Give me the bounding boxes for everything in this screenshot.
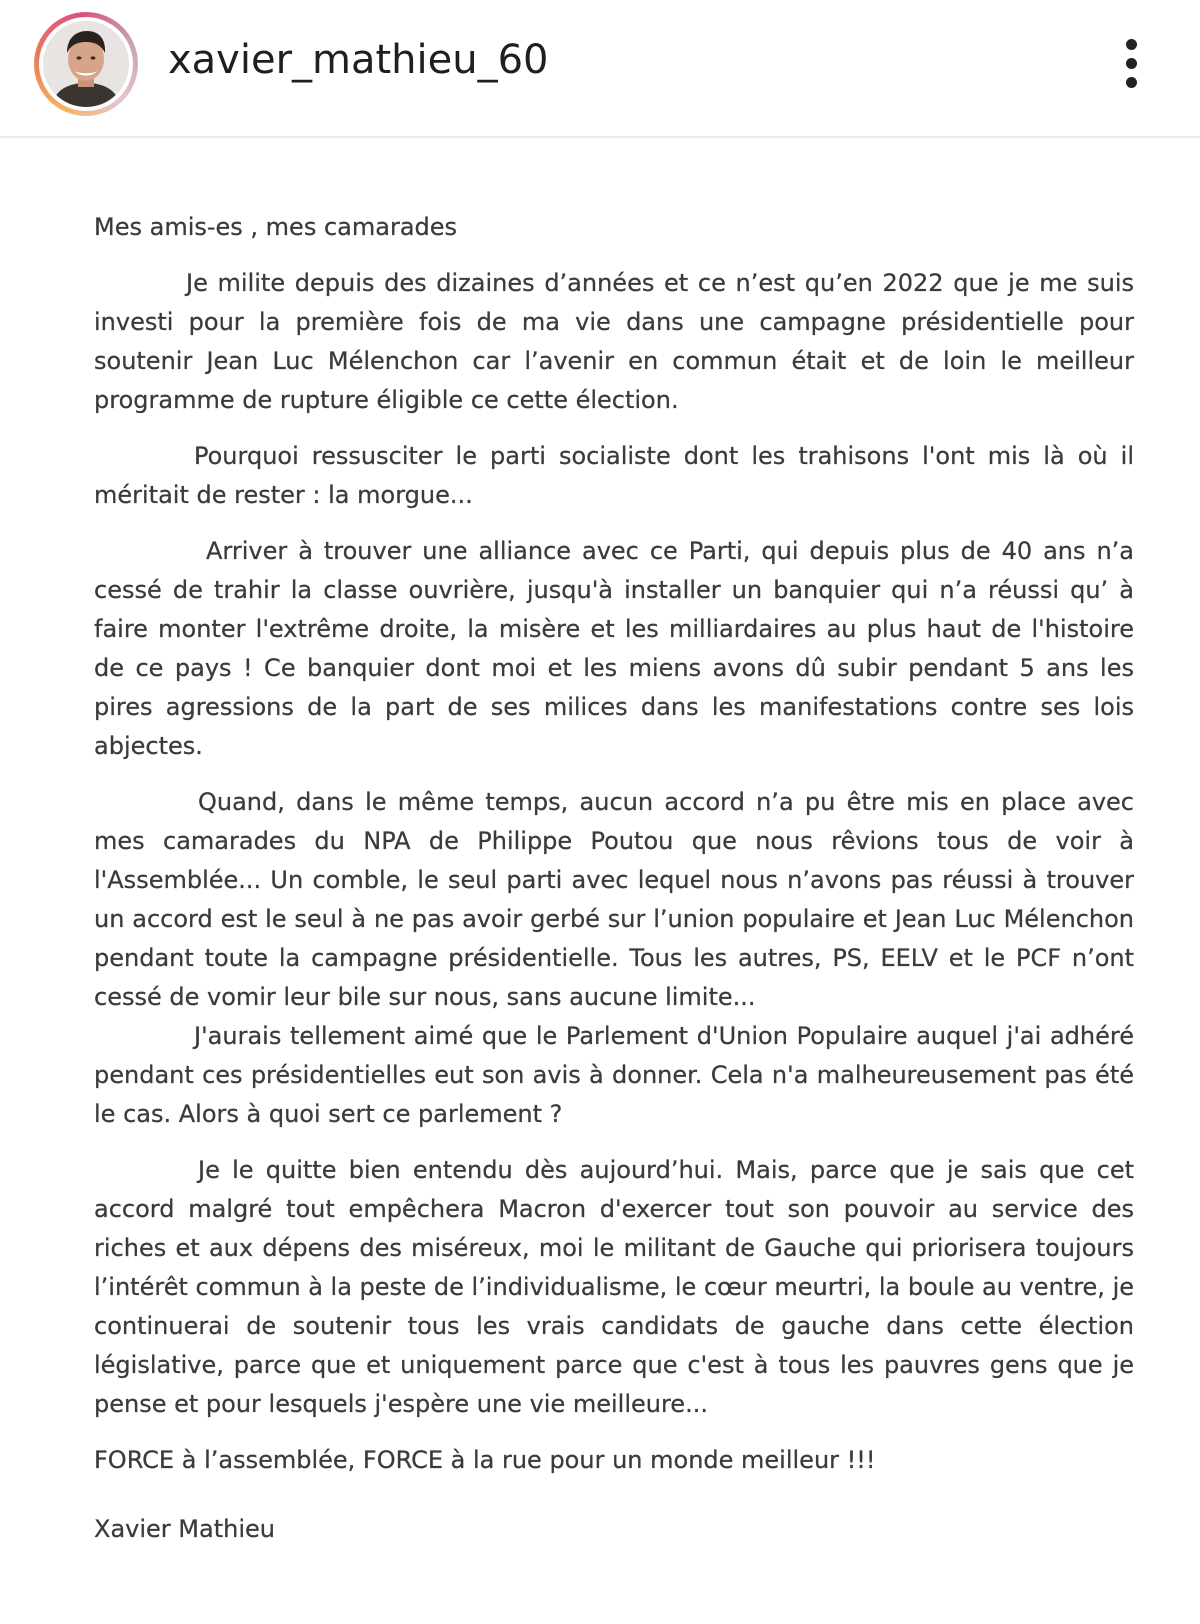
greeting: Mes amis-es , mes camarades bbox=[94, 213, 458, 241]
avatar[interactable] bbox=[43, 21, 129, 107]
username[interactable]: xavier_mathieu_60 bbox=[168, 37, 549, 83]
letter-paragraph: Quand, dans le même temps, aucun accord n’a pu être mis en place avec mes camarades du NPA de Philippe Poutou que nous rêvions tous de voir à l'Assemblée... Un comble, le seul parti avec lequel nous n’avons pas réussi à trouver un accord est le seul à ne pas avoir gerbé sur l’union populaire et Jean Luc Mélenchon pendant toute la campagne présidentielle. Tous les autres, PS, EELV et le PCF n’ont cessé de vomir leur bile sur nous, sans aucune limite... bbox=[94, 788, 1134, 1011]
profile-photo-icon bbox=[43, 21, 129, 107]
more-vertical-icon[interactable] bbox=[1112, 34, 1152, 94]
closing-line: FORCE à l’assemblée, FORCE à la rue pour un monde meilleur !!! bbox=[94, 1446, 876, 1474]
post-header bbox=[0, 0, 1200, 138]
post-image-letter bbox=[94, 208, 1134, 1566]
letter-paragraph: Pourquoi ressusciter le parti socialiste dont les trahisons l'ont mis là où il méritait de rester : la morgue... bbox=[94, 442, 1134, 509]
letter-paragraph: Je milite depuis des dizaines d’années et ce n’est qu’en 2022 que je me suis investi pour la première fois de ma vie dans une campagne présidentielle pour soutenir Jean Luc Mélenchon car l’avenir en commun était et de loin le meilleur programme de rupture éligible ce cette élection. bbox=[94, 269, 1134, 414]
signature: Xavier Mathieu bbox=[94, 1515, 275, 1543]
letter-paragraph: Je le quitte bien entendu dès aujourd’hui. Mais, parce que je sais que cet accord malgré tout empêchera Macron d'exercer tout son pouvoir au service des riches et aux dépens des miséreux, moi le militant de Gauche qui priorisera toujours l’intérêt commun à la peste de l’individualisme, le cœur meurtri, la boule au ventre, je continuerai de soutenir tous les vrais candidats de gauche dans cette élection législative, parce que et uniquement parce que c'est à tous les pauvres gens que je pense et pour lesquels j'espère une vie meilleure... bbox=[94, 1156, 1134, 1418]
story-ring[interactable] bbox=[34, 12, 138, 116]
letter-paragraph: J'aurais tellement aimé que le Parlement d'Union Populaire auquel j'ai adhéré pendant ces présidentielles eut son avis à donner. Cela n'a malheureusement pas été le cas. Alors à quoi sert ce parlement ? bbox=[94, 1022, 1134, 1128]
letter-paragraph: Arriver à trouver une alliance avec ce Parti, qui depuis plus de 40 ans n’a cessé de trahir la classe ouvrière, jusqu'à installer un banquier qui n’a réussi qu’ à faire monter l'extrême droite, la misère et les milliardaires au plus haut de l'histoire de ce pays ! Ce banquier dont moi et les miens avons dû subir pendant 5 ans les pires agressions de la part de ses milices dans les manifestations contre ses lois abjectes. bbox=[94, 537, 1134, 760]
